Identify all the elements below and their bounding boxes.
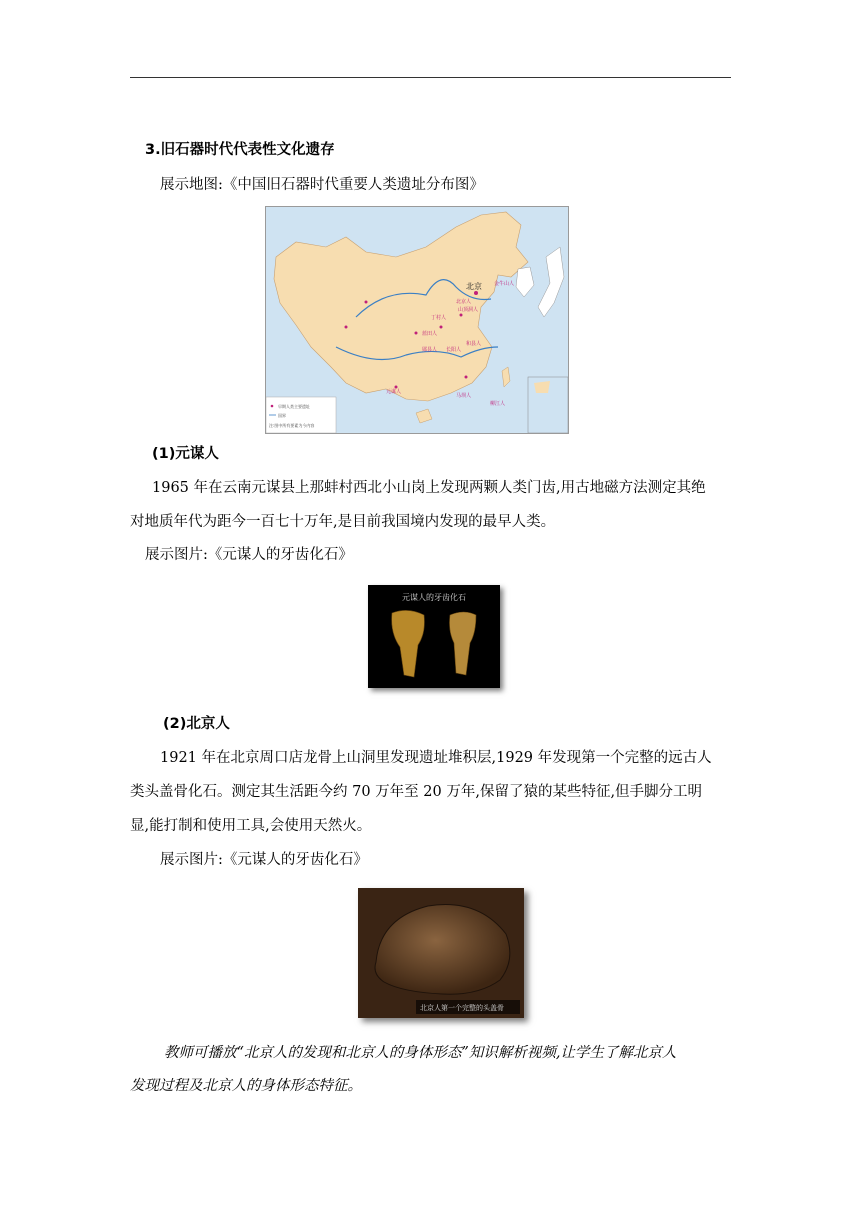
peking-image-intro: 展示图片:《元谋人的牙齿化石》 <box>160 852 368 868</box>
site-marker <box>365 301 368 304</box>
peking-para-line2: 类头盖骨化石。测定其生活距今约 70 万年至 20 万年,保留了猿的某些特征,但手脚分工明 <box>130 784 703 800</box>
peking-para-line1: 1921 年在北京周口店龙骨上山洞里发现遗址堆积层,1929 年发现第一个完整的远古人 <box>160 750 712 766</box>
china-sites-map <box>265 206 569 434</box>
legend-item: 国界 <box>278 413 286 418</box>
skull-shape <box>375 905 510 995</box>
yuanmou-teeth-photo <box>368 585 500 688</box>
map-graphic <box>266 207 568 433</box>
site-label: 金牛山人 <box>494 281 515 287</box>
yuanmou-para-line1: 1965 年在云南元谋县上那蚌村西北小山岗上发现两颗人类门齿,用古地磁方法测定其绝 <box>152 480 706 496</box>
site-label: 丁村人 <box>431 315 447 321</box>
teeth-graphic <box>368 585 500 688</box>
legend-item: 早期人类主要遗址 <box>278 404 310 409</box>
site-marker <box>460 314 463 317</box>
site-marker <box>465 376 468 379</box>
peking-para-line3: 显,能打制和使用工具,会使用天然火。 <box>130 818 372 834</box>
section-title: 3.旧石器时代代表性文化遗存 <box>145 142 335 158</box>
legend-site-marker <box>271 405 274 408</box>
site-label: 蓝田人 <box>422 331 438 337</box>
site-marker <box>474 291 478 295</box>
teacher-note-line1: 教师可播放“北京人的发现和北京人的身体形态”知识解析视频,让学生了解北京人 <box>164 1045 677 1061</box>
peking-title: (2)北京人 <box>163 716 230 732</box>
site-label: 长阳人 <box>446 347 462 353</box>
teeth-photo-caption: 元谋人的牙齿化石 <box>402 593 466 602</box>
map-city-label: 北京 <box>466 282 482 291</box>
tooth-right <box>450 612 477 675</box>
site-label: 马坝人 <box>456 393 472 399</box>
yuanmou-title: (1)元谋人 <box>152 446 219 462</box>
site-label: 北京人 <box>456 299 472 305</box>
site-label: 郧县人 <box>422 347 438 353</box>
yuanmou-image-intro: 展示图片:《元谋人的牙齿化石》 <box>145 547 353 563</box>
site-marker <box>415 332 418 335</box>
legend-note: 注:图中所有要素为今内容 <box>269 423 315 428</box>
skull-graphic <box>358 888 524 1018</box>
yuanmou-para-line2: 对地质年代为距今一百七十万年,是目前我国境内发现的最早人类。 <box>130 514 556 530</box>
tooth-left <box>392 610 425 677</box>
site-marker <box>440 326 443 329</box>
skull-photo-caption: 北京人第一个完整的头盖骨 <box>420 1004 504 1012</box>
site-label: 柳江人 <box>490 401 506 407</box>
site-label: 山顶洞人 <box>458 307 479 313</box>
header-rule <box>130 77 731 78</box>
map-intro: 展示地图:《中国旧石器时代重要人类遗址分布图》 <box>160 177 484 193</box>
peking-skull-photo <box>358 888 524 1018</box>
site-label: 元谋人 <box>386 389 402 395</box>
teacher-note-line2: 发现过程及北京人的身体形态特征。 <box>130 1078 362 1094</box>
inset-land <box>534 381 550 393</box>
site-label: 和县人 <box>466 341 482 347</box>
site-marker <box>345 326 348 329</box>
